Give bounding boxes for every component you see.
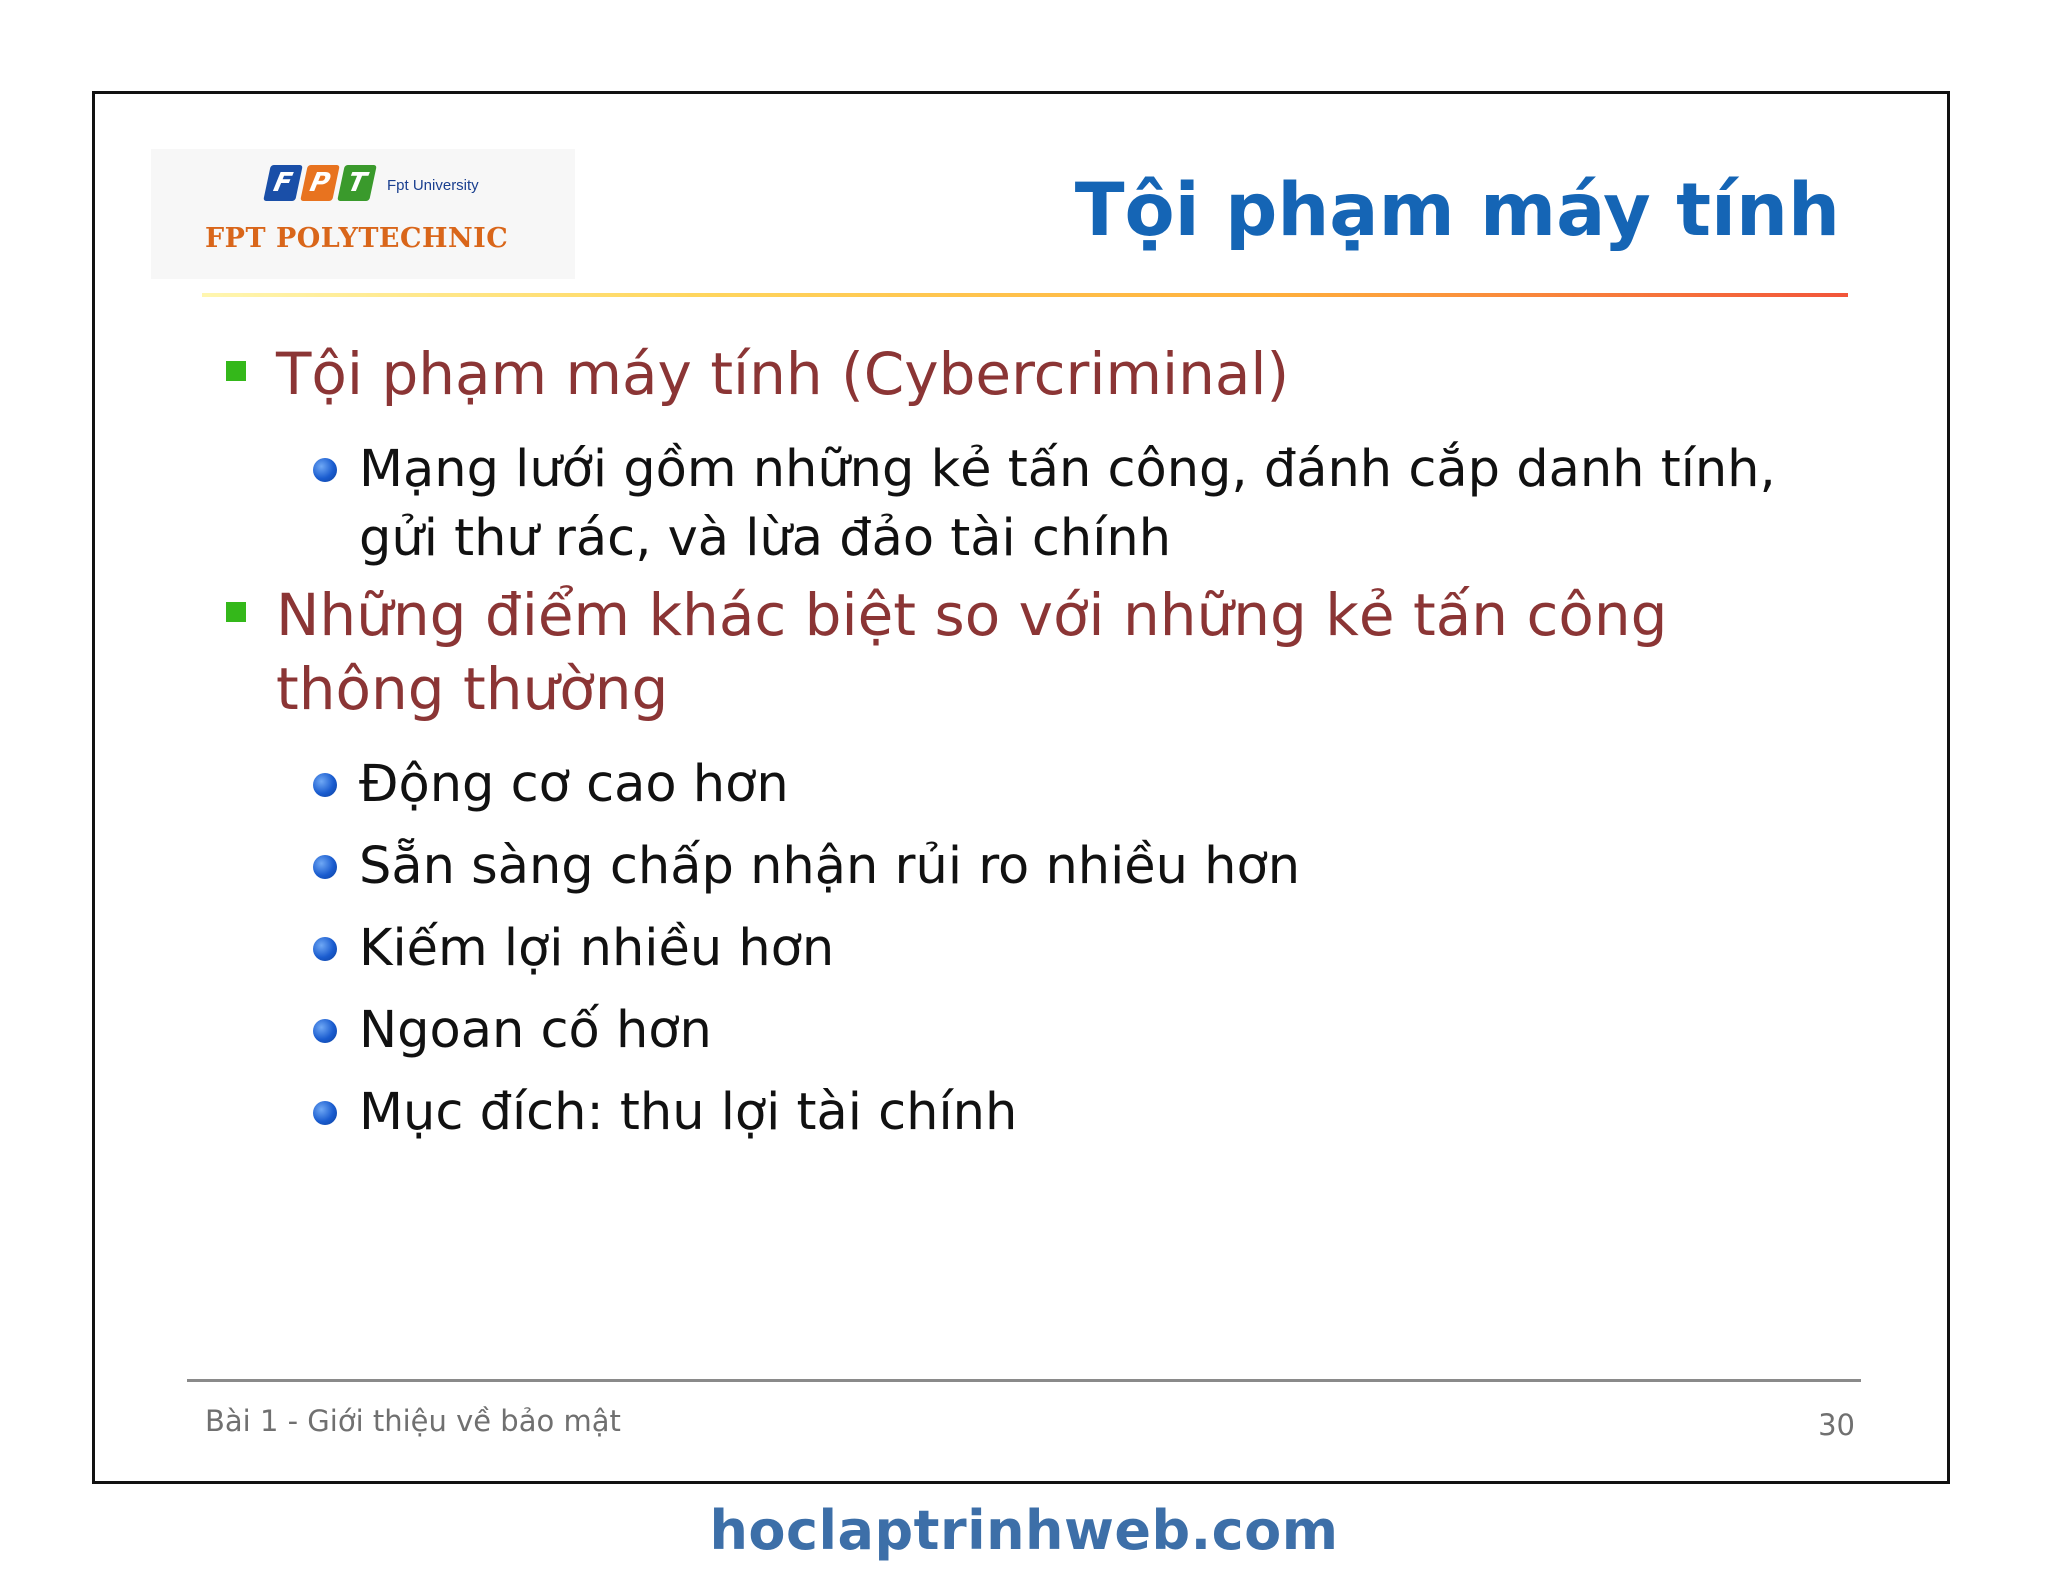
logo-university-text: Fpt University [387, 177, 479, 194]
square-bullet-icon [226, 361, 246, 381]
bullet-item [276, 337, 1836, 411]
logo-letter-f: F [263, 165, 303, 201]
bullet-item-text: Tội phạm máy tính (Cybercriminal) [276, 340, 1290, 408]
sub-bullet-item-text: Kiếm lợi nhiều hơn [359, 919, 835, 978]
sub-bullet-item [359, 832, 1839, 901]
round-bullet-icon [313, 1019, 337, 1043]
fpt-polytechnic-logo [151, 149, 575, 279]
sub-bullet-item-text: Mạng lưới gồm những kẻ tấn công, đánh cắp danh tính, gửi thư rác, và lừa đảo tài chính [359, 440, 1776, 568]
fpt-logo-mark [267, 165, 373, 201]
sub-bullet-item [359, 750, 1839, 819]
round-bullet-icon [313, 855, 337, 879]
round-bullet-icon [313, 773, 337, 797]
square-bullet-icon [226, 602, 246, 622]
logo-letter-p: P [300, 165, 340, 201]
watermark-text: hoclaptrinhweb.com [709, 1499, 1339, 1562]
slide [92, 91, 1950, 1484]
sub-bullet-item-text: Động cơ cao hơn [359, 755, 789, 814]
round-bullet-icon [313, 937, 337, 961]
footer-divider [187, 1379, 1861, 1382]
logo-brand-text: FPT POLYTECHNIC [205, 223, 509, 254]
footer-lesson-title: Bài 1 - Giới thiệu về bảo mật [205, 1404, 621, 1438]
sub-bullet-item [359, 1078, 1839, 1147]
bullet-item-text: Những điểm khác biệt so với những kẻ tấn công thông thường [276, 581, 1668, 723]
round-bullet-icon [313, 458, 337, 482]
slide-title: Tội phạm máy tính [1074, 168, 1840, 253]
sub-bullet-item-text: Mục đích: thu lợi tài chính [359, 1083, 1018, 1142]
sub-bullet-item [359, 435, 1839, 573]
sub-bullet-item-text: Sẵn sàng chấp nhận rủi ro nhiều hơn [359, 837, 1301, 896]
round-bullet-icon [313, 1101, 337, 1125]
sub-bullet-item [359, 914, 1839, 983]
bullet-item [276, 578, 1836, 726]
sub-bullet-item-text: Ngoan cố hơn [359, 1001, 712, 1060]
page-number: 30 [1818, 1408, 1855, 1442]
sub-bullet-item [359, 996, 1839, 1065]
title-underline [202, 293, 1848, 297]
logo-letter-t: T [337, 165, 377, 201]
